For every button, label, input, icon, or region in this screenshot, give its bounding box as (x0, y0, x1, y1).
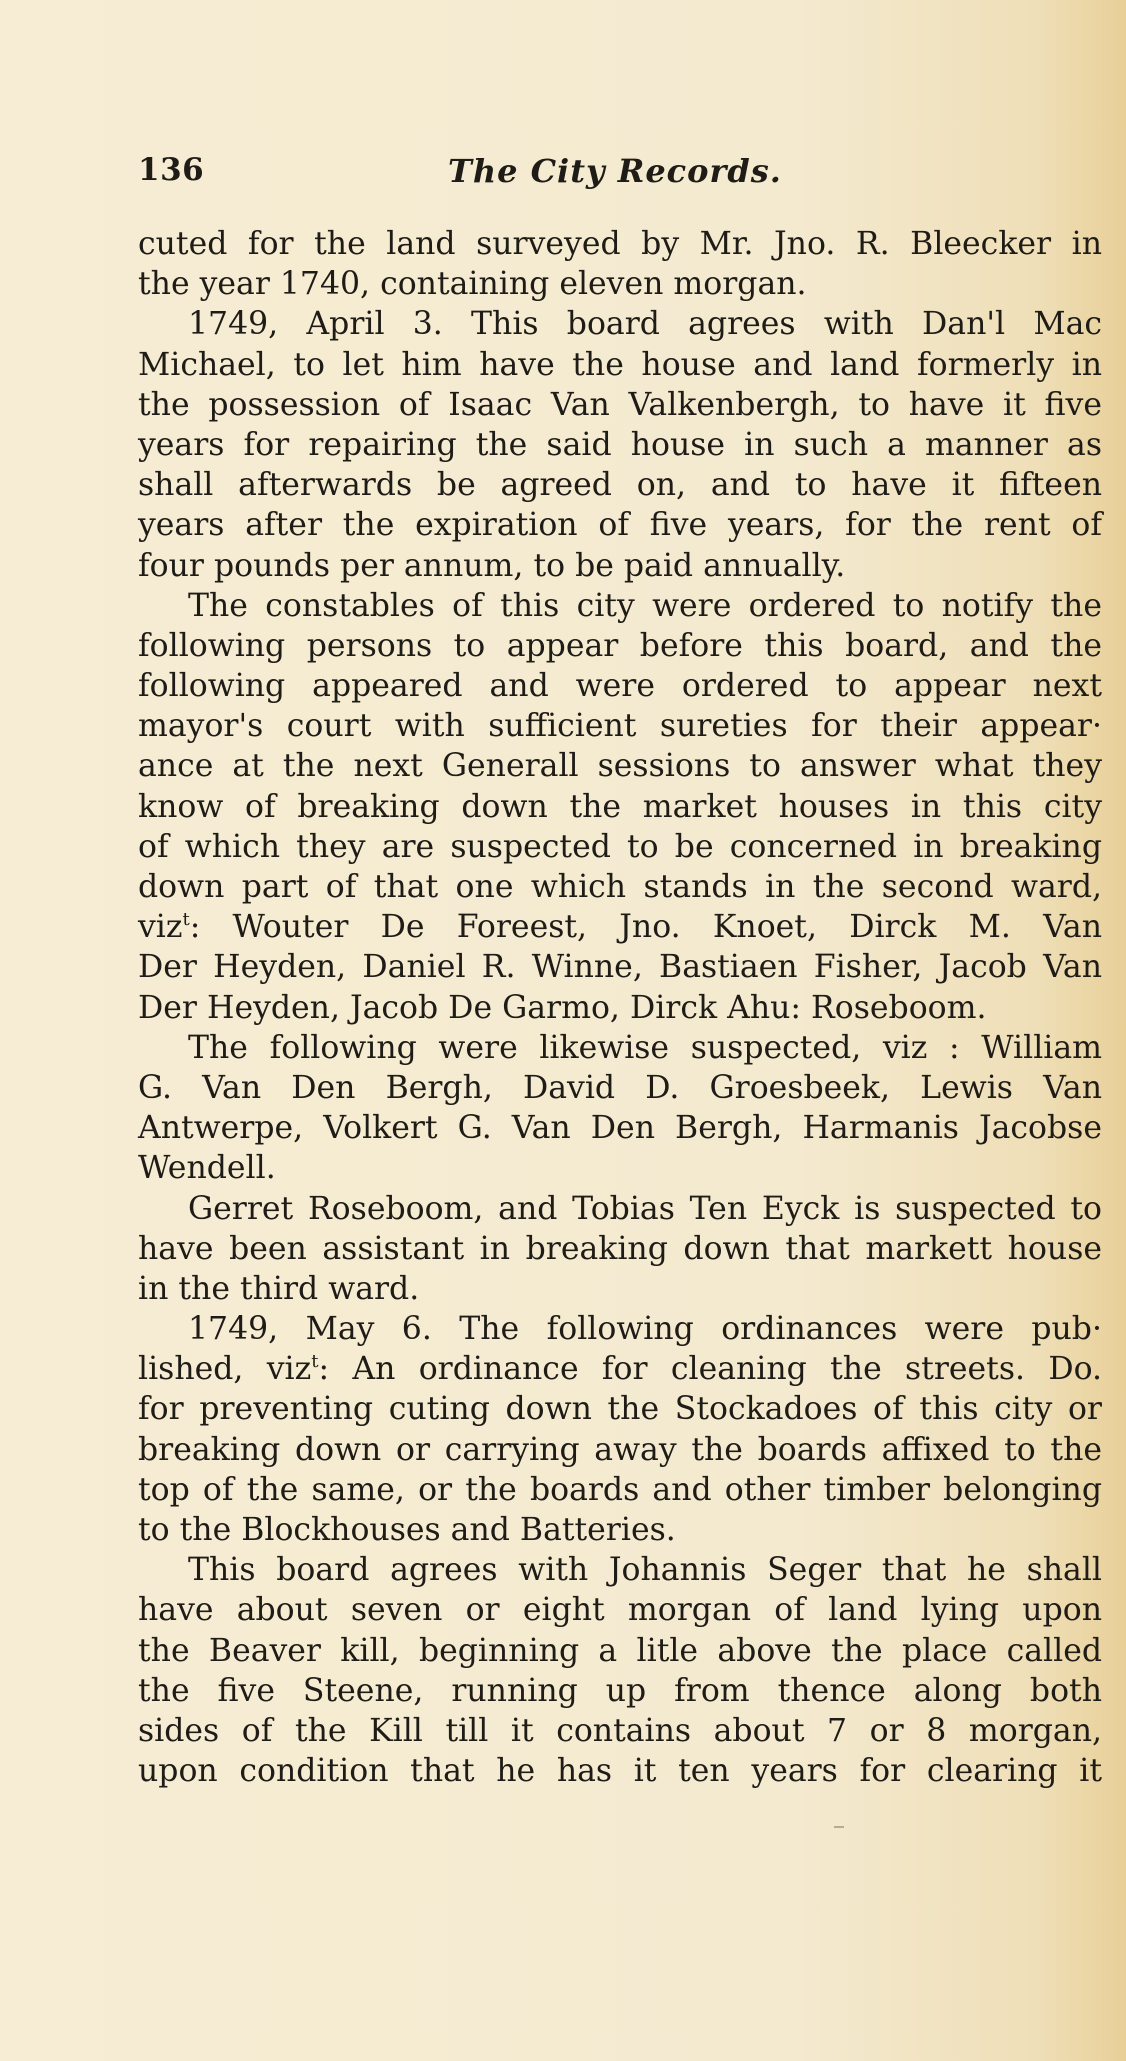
text-line: have been assistant in breaking down that markett house (138, 1230, 1102, 1267)
text-line: 1749, May 6. The following ordinances were pub· (188, 1311, 1102, 1348)
text-line: years for repairing the said house in such a manner as (138, 426, 1102, 463)
text-line: four pounds per annum, to be paid annually. (138, 547, 846, 584)
superscript: t (182, 909, 190, 931)
text-line: know of breaking down the market houses in this city (138, 788, 1102, 825)
text-line: following appeared and were ordered to appear next (138, 668, 1102, 705)
text-line: years after the expiration of five years, for the rent of (138, 507, 1102, 544)
text-line: Michael, to let him have the house and land formerly in (138, 346, 1102, 383)
text-line: Der Heyden, Jacob De Garmo, Dirck Ahu: Roseboom. (138, 989, 987, 1026)
text-line: Gerret Roseboom, and Tobias Ten Eyck is suspected to (188, 1190, 1102, 1227)
text-line: the year 1740, containing eleven morgan. (138, 266, 807, 303)
text-line: G. Van Den Bergh, David D. Groesbeek, Lewis Van (138, 1069, 1102, 1106)
text-line: This board agrees with Johannis Seger that he shall (188, 1552, 1102, 1589)
text-line: have about seven or eight morgan of land lying upon (138, 1592, 1102, 1629)
text-line: The following were likewise suspected, viz : William (188, 1029, 1102, 1066)
text-line: breaking down or carrying away the boards affixed to the (138, 1431, 1102, 1468)
text-line: mayor's court with sufficient sureties for their appear· (138, 708, 1102, 745)
superscript: t (311, 1351, 319, 1373)
text-line: sides of the Kill till it contains about 7 or 8 morgan, (138, 1712, 1102, 1749)
body-text (138, 224, 1102, 1791)
text-line: Der Heyden, Daniel R. Winne, Bastiaen Fisher, Jacob Van (138, 949, 1102, 986)
text-line: 1749, April 3. This board agrees with Dan'l Mac (188, 306, 1102, 343)
text-line: the Beaver kill, beginning a litle above the place called (138, 1632, 1102, 1669)
text-line: following persons to appear before this board, and the (138, 627, 1102, 664)
text-line: ance at the next Generall sessions to answer what they (138, 748, 1102, 785)
text-line-start: lished, viz (138, 1351, 312, 1388)
text-line: the possession of Isaac Van Valkenbergh, to have it five (138, 386, 1102, 423)
text-line: upon condition that he has it ten years for clearing it (138, 1753, 1102, 1790)
text-line: of which they are suspected to be concerned in breaking (138, 828, 1102, 865)
text-line (138, 907, 1102, 947)
page-mark (834, 1826, 844, 1828)
text-line: in the third ward. (138, 1270, 420, 1307)
text-line-rest: : Wouter De Foreest, Jno. Knoet, Dirck M. Van (189, 909, 1102, 946)
text-line: Wendell. (138, 1150, 276, 1187)
text-line: the five Steene, running up from thence along both (138, 1672, 1102, 1709)
text-line-start: viz (138, 909, 183, 946)
text-line: shall afterwards be agreed on, and to have it fifteen (138, 467, 1102, 504)
text-line: cuted for the land surveyed by Mr. Jno. R. Bleecker in (138, 226, 1102, 262)
text-line: to the Blockhouses and Batteries. (138, 1512, 676, 1548)
text-line: Antwerpe, Volkert G. Van Den Bergh, Harmanis Jacobse (138, 1110, 1102, 1147)
text-line: for preventing cuting down the Stockadoes of this city or (138, 1391, 1102, 1428)
text-line (138, 1349, 1102, 1389)
page-number: 136 (138, 152, 205, 188)
text-line: top of the same, or the boards and other timber belonging (138, 1471, 1102, 1508)
text-line-rest: : An ordinance for cleaning the streets. Do. (318, 1351, 1102, 1388)
page-header (138, 152, 1098, 202)
text-line: down part of that one which stands in the second ward, (138, 869, 1102, 905)
running-title: The City Records. (448, 152, 782, 190)
text-line: The constables of this city were ordered to notify the (188, 587, 1102, 624)
